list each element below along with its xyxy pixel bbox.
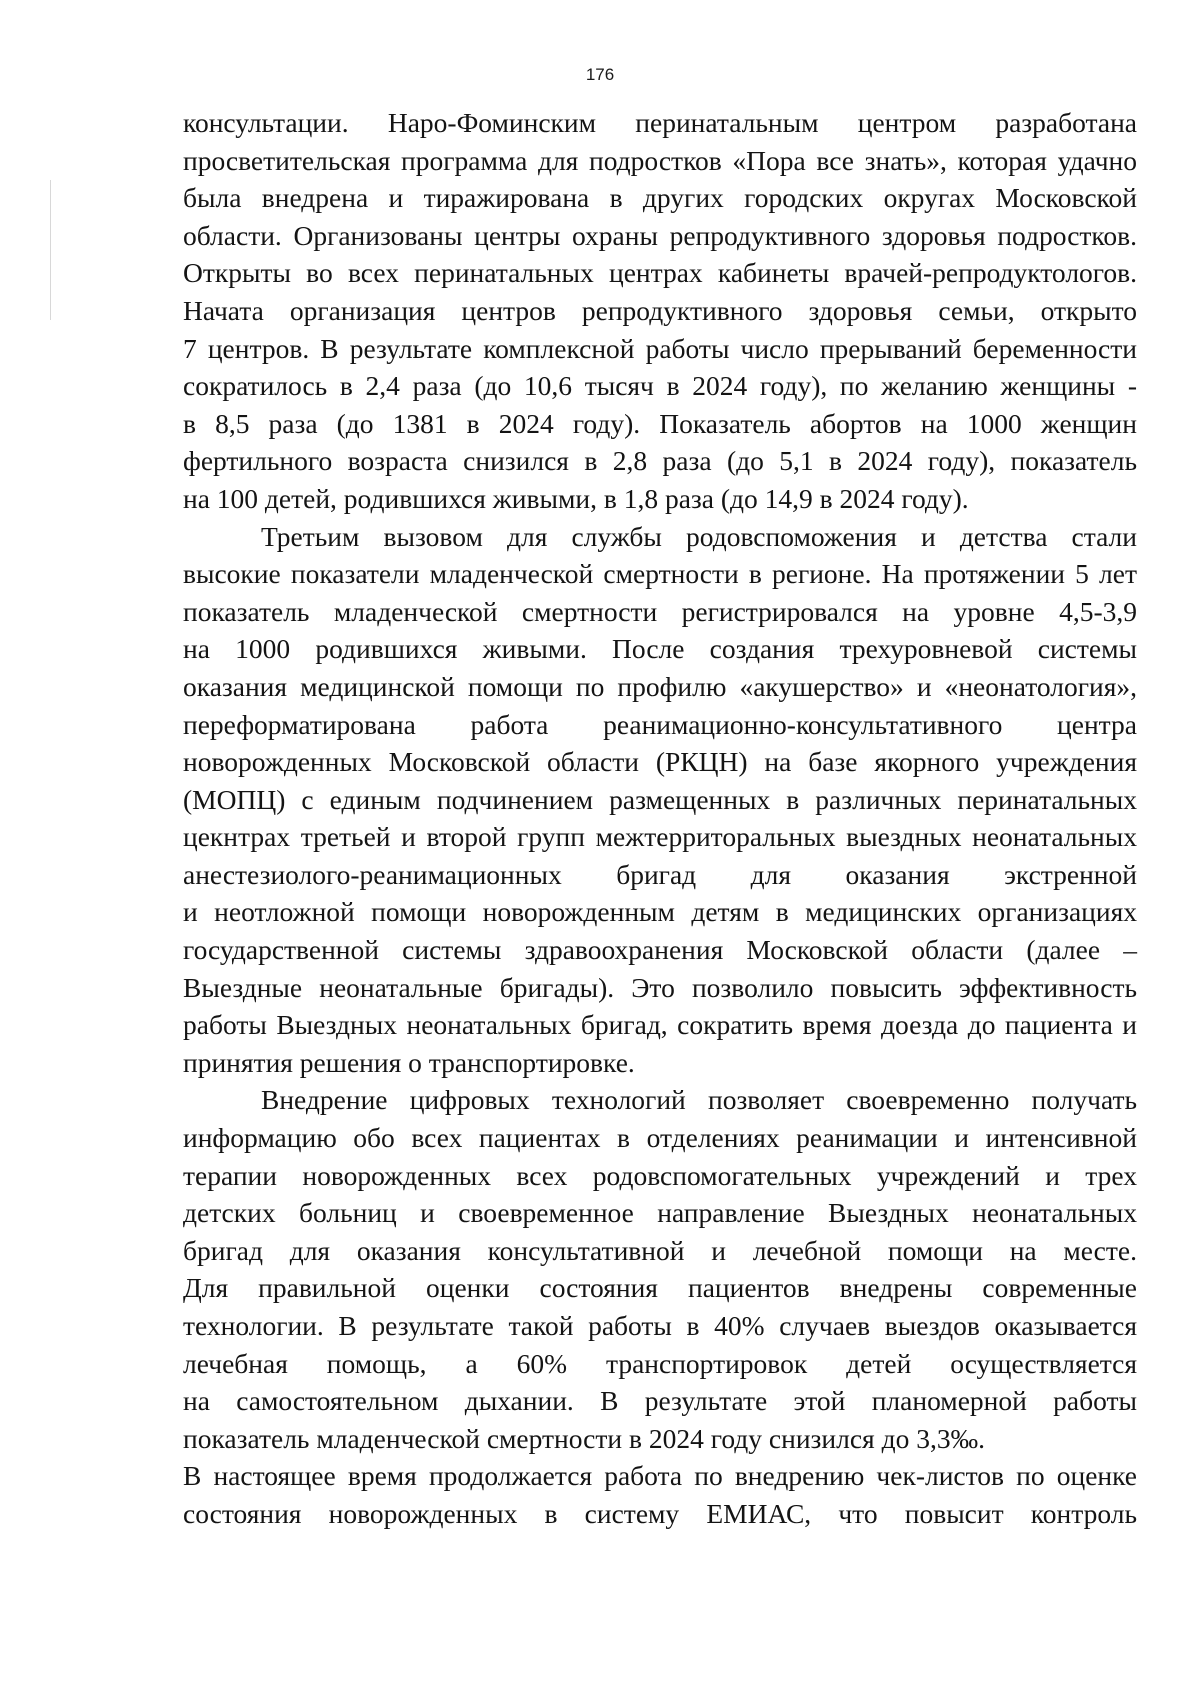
text-line: сократилось в 2,4 раза (до 10,6 тысяч в 2024 году), по желанию женщины -: [183, 370, 1137, 402]
text-line: на самостоятельном дыхании. В результате этой планомерной работы: [183, 1385, 1137, 1417]
text-line: 7 центров. В результате комплексной работы число прерываний беременности: [183, 332, 1137, 364]
text-line: на 100 детей, родившихся живыми, в 1,8 раза (до 14,9 в 2024 году).: [183, 482, 969, 514]
text-line: в 8,5 раза (до 1381 в 2024 году). Показатель абортов на 1000 женщин: [183, 407, 1137, 439]
text-line: Начата организация центров репродуктивного здоровья семьи, открыто: [183, 294, 1137, 326]
text-line: переформатирована работа реанимационно-консультативного центра: [183, 708, 1137, 740]
text-line: состояния новорожденных в систему ЕМИАС, что повысит контроль: [183, 1497, 1137, 1529]
text-line: новорожденных Московской области (РКЦН) на базе якорного учреждения: [183, 746, 1137, 778]
text-line: принятия решения о транспортировке.: [183, 1046, 635, 1078]
text-line: технологии. В результате такой работы в 40% случаев выездов оказывается: [183, 1310, 1137, 1341]
text-line: оказания медицинской помощи по профилю «акушерство» и «неонатология»,: [183, 670, 1137, 702]
text-line: Внедрение цифровых технологий позволяет своевременно получать: [261, 1084, 1137, 1116]
text-line: цекнтрах третьей и второй групп межтерриторальных выездных неонатальных: [183, 821, 1137, 853]
scan-margin-mark: [50, 180, 51, 320]
text-line: на 1000 родившихся живыми. После создания трехуровневой системы: [183, 633, 1137, 665]
text-line: (МОПЦ) с единым подчинением размещенных в различных перинатальных: [183, 783, 1137, 815]
body-text: [183, 104, 1137, 1533]
text-line: была внедрена и тиражирована в других городских округах Московской: [183, 182, 1137, 214]
text-line: Выездные неонатальные бригады). Это позволило повысить эффективность: [183, 971, 1137, 1003]
text-line: и неотложной помощи новорожденным детям в медицинских организациях: [183, 896, 1137, 928]
text-line: Третьим вызовом для службы родовспоможения и детства стали: [261, 520, 1137, 552]
text-line: Для правильной оценки состояния пациентов внедрены современные: [183, 1272, 1137, 1304]
text-line: консультации. Наро-Фоминским перинатальным центром разработана: [183, 107, 1137, 138]
page-number: 176: [585, 65, 615, 84]
paragraph-1: [183, 104, 1137, 518]
text-line: анестезиолого-реанимационных бригад для оказания экстренной: [183, 858, 1137, 890]
text-line: показатель младенческой смертности в 2024 году снизился до 3,3‰.: [183, 1422, 985, 1454]
paragraph-3: [183, 1081, 1137, 1532]
text-line: Открыты во всех перинатальных центрах кабинеты врачей-репродуктологов.: [183, 257, 1137, 289]
text-line: В настоящее время продолжается работа по внедрению чек-листов по оценке: [183, 1460, 1137, 1492]
paragraph-2: [183, 518, 1137, 1082]
text-line: фертильного возраста снизился в 2,8 раза (до 5,1 в 2024 году), показатель: [183, 445, 1137, 477]
text-line: работы Выездных неонатальных бригад, сократить время доезда до пациента и: [183, 1009, 1137, 1041]
text-line: области. Организованы центры охраны репродуктивного здоровья подростков.: [183, 219, 1137, 251]
text-line: государственной системы здравоохранения Московской области (далее –: [183, 934, 1137, 966]
text-line: показатель младенческой смертности регистрировался на уровне 4,5-3,9: [183, 595, 1137, 627]
text-line: информацию обо всех пациентах в отделениях реанимации и интенсивной: [183, 1122, 1137, 1154]
text-line: высокие показатели младенческой смертности в регионе. На протяжении 5 лет: [183, 558, 1137, 590]
text-line: терапии новорожденных всех родовспомогательных учреждений и трех: [183, 1159, 1137, 1191]
text-line: лечебная помощь, а 60% транспортировок детей осуществляется: [183, 1347, 1137, 1379]
text-line: просветительская программа для подростков «Пора все знать», которая удачно: [183, 144, 1137, 176]
text-line: бригад для оказания консультативной и лечебной помощи на месте.: [183, 1234, 1137, 1266]
text-line: детских больниц и своевременное направление Выездных неонатальных: [183, 1197, 1137, 1229]
